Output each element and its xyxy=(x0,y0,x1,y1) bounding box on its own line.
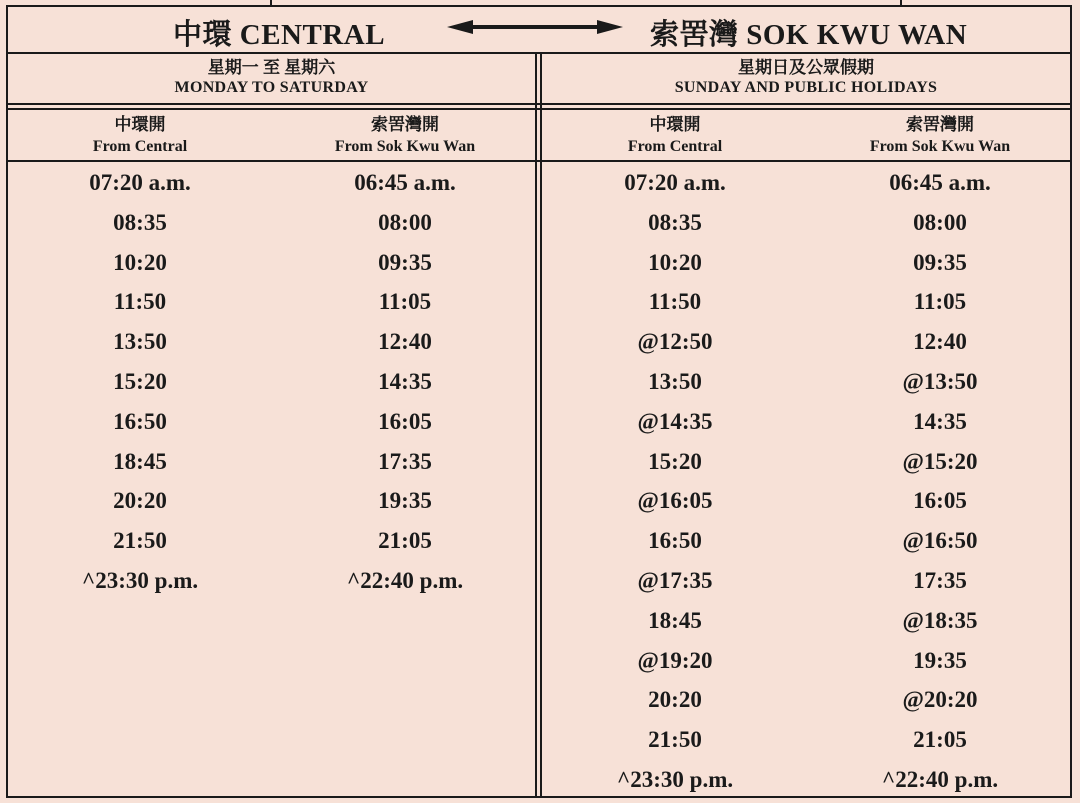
colhead-en: From Central xyxy=(92,138,188,155)
departure-time: 17:35 xyxy=(378,448,432,474)
departure-time: 11:50 xyxy=(648,289,702,315)
period-holiday-en: SUNDAY AND PUBLIC HOLIDAYS xyxy=(674,79,938,96)
departure-time: 08:35 xyxy=(113,209,167,235)
departure-time: 18:45 xyxy=(113,448,167,474)
departure-time: 14:35 xyxy=(378,368,432,394)
departure-time: 19:35 xyxy=(913,647,967,673)
colhead-zh: 中環開 xyxy=(114,115,166,134)
departure-time: @20:20 xyxy=(902,687,978,713)
colhead-zh: 索罟灣開 xyxy=(371,115,439,134)
colhead-zh: 索罟灣開 xyxy=(906,115,974,134)
departure-time: 12:40 xyxy=(378,329,432,355)
departure-time: 07:20 a.m. xyxy=(89,170,191,195)
departure-time: @13:50 xyxy=(902,368,978,394)
holiday-from-central-times xyxy=(555,165,795,802)
departure-time: 15:20 xyxy=(648,448,702,474)
departure-time: 10:20 xyxy=(648,249,702,275)
colhead-en: From Central xyxy=(627,138,723,155)
departure-time: 20:20 xyxy=(648,687,702,713)
border-right xyxy=(1070,5,1072,798)
border-top xyxy=(6,5,1072,7)
departure-time: 13:50 xyxy=(113,329,167,355)
departure-time: @16:05 xyxy=(637,488,713,514)
departure-time: 06:45 a.m. xyxy=(354,170,456,195)
center-divider-a xyxy=(535,52,537,798)
departure-time: ^23:30 p.m. xyxy=(616,766,734,792)
departure-time: 21:05 xyxy=(913,727,967,753)
departure-time: 07:20 a.m. xyxy=(624,170,726,195)
divider-below-period xyxy=(6,103,1072,105)
departure-time: @17:35 xyxy=(637,567,713,593)
departure-time: 16:05 xyxy=(378,408,432,434)
departure-time: ^22:40 p.m. xyxy=(346,567,464,593)
colhead-en: From Sok Kwu Wan xyxy=(869,138,1011,155)
top-stub-left xyxy=(270,0,272,6)
route-origin: 中環 CENTRAL xyxy=(173,19,386,51)
departure-time: 20:20 xyxy=(113,488,167,514)
departure-time: 12:40 xyxy=(913,329,967,355)
period-weekday-zh: 星期一 至 星期六 xyxy=(207,58,336,77)
departure-time: 21:50 xyxy=(113,528,167,554)
top-stub-right xyxy=(900,0,902,6)
colhead-holiday-from-skw xyxy=(820,116,1060,155)
departure-time: 08:35 xyxy=(648,209,702,235)
double-arrow-icon xyxy=(447,18,623,36)
colhead-holiday-from-central xyxy=(555,116,795,155)
colhead-weekday-from-central xyxy=(20,116,260,155)
colhead-zh: 中環開 xyxy=(649,115,701,134)
period-holiday-zh: 星期日及公眾假期 xyxy=(738,58,874,77)
departure-time: 17:35 xyxy=(913,567,967,593)
weekday-from-central-times xyxy=(20,165,260,603)
departure-time: 19:35 xyxy=(378,488,432,514)
departure-time: @12:50 xyxy=(637,329,713,355)
center-divider-b xyxy=(540,52,542,798)
departure-time: @15:20 xyxy=(902,448,978,474)
departure-time: 08:00 xyxy=(378,209,432,235)
departure-time: @16:50 xyxy=(902,528,978,554)
departure-time: 15:20 xyxy=(113,368,167,394)
colhead-weekday-from-skw xyxy=(285,116,525,155)
departure-time: 11:50 xyxy=(113,289,167,315)
departure-time: 21:50 xyxy=(648,727,702,753)
departure-time: 11:05 xyxy=(378,289,432,315)
period-holiday xyxy=(542,59,1070,96)
weekday-from-skw-times xyxy=(285,165,525,603)
colhead-en: From Sok Kwu Wan xyxy=(334,138,476,155)
departure-time: 11:05 xyxy=(913,289,967,315)
departure-time: @14:35 xyxy=(637,408,713,434)
departure-time: 10:20 xyxy=(113,249,167,275)
period-weekday-en: MONDAY TO SATURDAY xyxy=(174,79,369,96)
departure-time: 16:50 xyxy=(113,408,167,434)
departure-time: 16:05 xyxy=(913,488,967,514)
departure-time: 16:50 xyxy=(648,528,702,554)
border-left xyxy=(6,5,8,798)
departure-time: ^22:40 p.m. xyxy=(881,766,999,792)
departure-time: ^23:30 p.m. xyxy=(81,567,199,593)
departure-time: 21:05 xyxy=(378,528,432,554)
departure-time: @19:20 xyxy=(637,647,713,673)
departure-time: 14:35 xyxy=(913,408,967,434)
departure-time: 09:35 xyxy=(913,249,967,275)
route-destination: 索罟灣 SOK KWU WAN xyxy=(650,19,968,51)
departure-time: 13:50 xyxy=(648,368,702,394)
holiday-from-skw-times xyxy=(820,165,1060,802)
departure-time: 09:35 xyxy=(378,249,432,275)
divider-below-period-2 xyxy=(6,108,1072,110)
departure-time: 06:45 a.m. xyxy=(889,170,991,195)
divider-below-colhead xyxy=(6,160,1072,162)
departure-time: 08:00 xyxy=(913,209,967,235)
departure-time: @18:35 xyxy=(902,607,978,633)
period-weekday xyxy=(8,59,535,96)
departure-time: 18:45 xyxy=(648,607,702,633)
